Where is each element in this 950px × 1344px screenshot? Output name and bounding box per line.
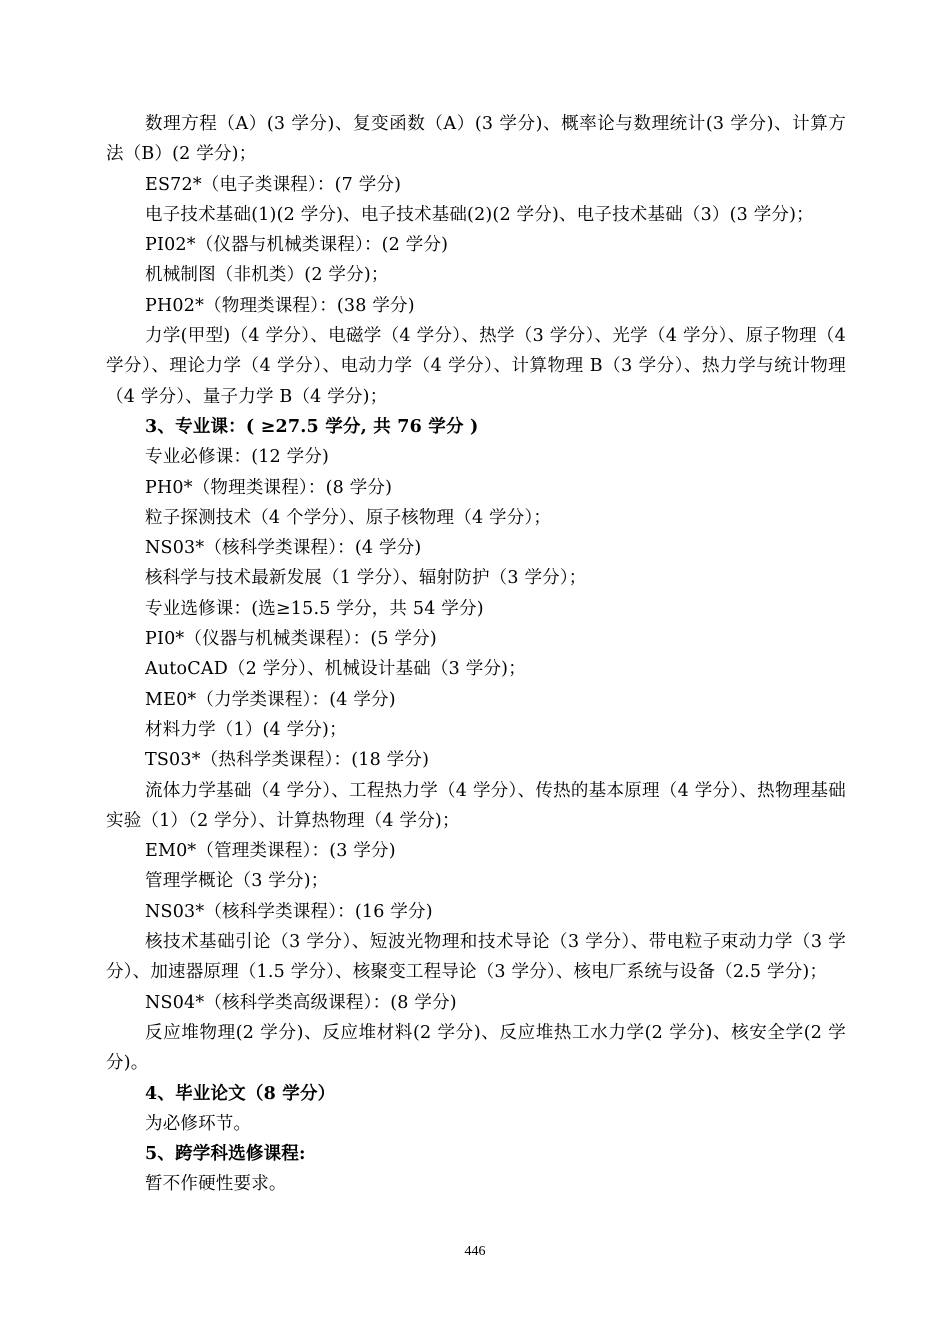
body-paragraph: 材料力学（1）(4 学分)； xyxy=(145,719,347,740)
body-paragraph: 流体力学基础（4 学分）、工程热力学（4 学分）、传热的基本原理（4 学分）、热物理基础实验（1）（2 学分）、计算热物理（4 学分)； xyxy=(106,780,846,831)
body-paragraph: 核技术基础引论（3 学分）、短波光物理和技术导论（3 学分）、带电粒子束动力学（3 学分）、加速器原理（1.5 学分）、核聚变工程导论（3 学分）、核电厂系统与设备（2.5 学分)； xyxy=(106,932,846,983)
section-heading: 3、专业课：( ≥27.5 学分, 共 76 学分 ) xyxy=(145,416,479,437)
body-paragraph: 专业选修课：(选≥15.5 学分，共 54 学分) xyxy=(145,598,484,619)
body-paragraph: 管理学概论（3 学分)； xyxy=(145,871,329,892)
body-paragraph: AutoCAD（2 学分）、机械设计基础（3 学分)； xyxy=(145,659,526,680)
page-number: 446 xyxy=(464,1244,486,1259)
document-body xyxy=(106,109,846,1200)
body-paragraph: NS03*（核科学类课程）：(16 学分) xyxy=(145,901,433,922)
section-heading: 4、毕业论文（8 学分） xyxy=(145,1083,336,1104)
body-paragraph: ME0*（力学类课程）：(4 学分) xyxy=(145,689,396,710)
body-paragraph: PI02*（仪器与机械类课程）：(2 学分) xyxy=(145,235,449,256)
body-paragraph: 反应堆物理(2 学分)、反应堆材料(2 学分)、反应堆热工水力学(2 学分)、核安全学(2 学分)。 xyxy=(106,1022,846,1074)
body-paragraph: 为必修环节。 xyxy=(145,1113,252,1134)
body-paragraph: ES72*（电子类课程）：(7 学分) xyxy=(145,174,402,195)
body-paragraph: 力学(甲型)（4 学分）、电磁学（4 学分）、热学（3 学分）、光学（4 学分）、原子物理（4 学分）、理论力学（4 学分）、电动力学（4 学分）、计算物理 B（3 学分）、热力学与统计物理（4 学分）、量子力学 B（4 学分)； xyxy=(106,326,846,407)
body-paragraph: PH02*（物理类课程）：(38 学分) xyxy=(145,295,415,316)
body-paragraph: 数理方程（A）(3 学分)、复变函数（A）(3 学分)、概率论与数理统计(3 学分)、计算方法（B）(2 学分)； xyxy=(106,114,846,165)
body-paragraph: 电子技术基础(1)(2 学分)、电子技术基础(2)(2 学分)、电子技术基础（3）(3 学分)； xyxy=(145,204,814,225)
section-heading: 5、跨学科选修课程: xyxy=(145,1144,306,1165)
body-paragraph: NS04*（核科学类高级课程）：(8 学分) xyxy=(145,992,457,1013)
body-paragraph: NS03*（核科学类课程）：(4 学分) xyxy=(145,538,422,559)
body-paragraph: EM0*（管理类课程）：(3 学分) xyxy=(145,841,396,862)
body-paragraph: 核科学与技术最新发展（1 学分）、辐射防护（3 学分）； xyxy=(145,568,587,589)
body-paragraph: 专业必修课：(12 学分) xyxy=(145,447,330,468)
body-paragraph: 机械制图（非机类）(2 学分)； xyxy=(145,265,389,286)
body-paragraph: 粒子探测技术（4 个学分）、原子核物理（4 学分）； xyxy=(145,507,552,528)
body-paragraph: PI0*（仪器与机械类课程）：(5 学分) xyxy=(145,629,437,650)
body-paragraph: 暂不作硬性要求。 xyxy=(145,1174,287,1195)
body-paragraph: PH0*（物理类课程）：(8 学分) xyxy=(145,477,393,498)
body-paragraph: TS03*（热科学类课程）：(18 学分) xyxy=(145,750,430,771)
